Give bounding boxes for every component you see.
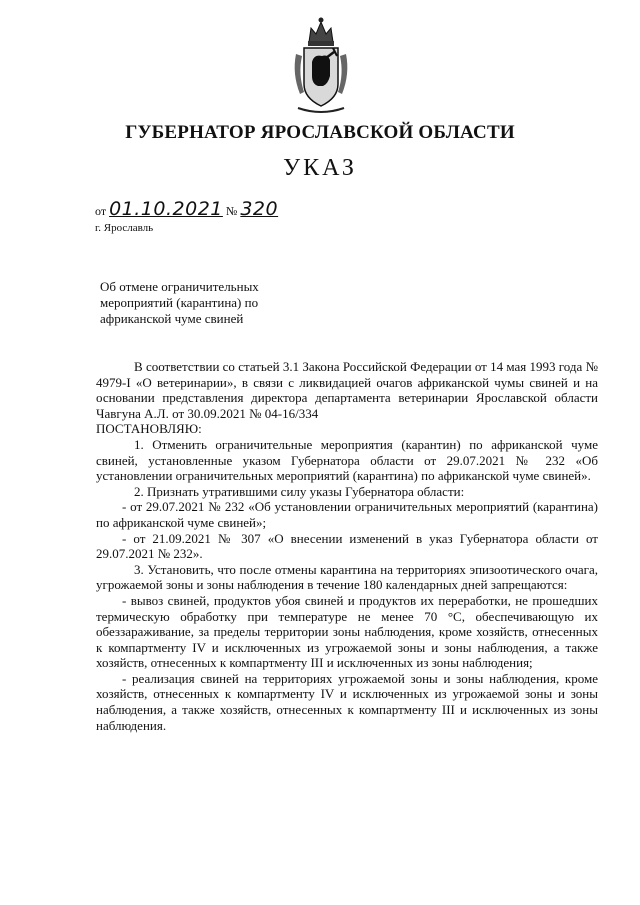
item-2: 2. Признать утратившими силу указы Губернатора области: [134,483,465,499]
preamble-paragraph: В соответствии со статьей 3.1 Закона Российской Федерации от 14 мая 1993 года № 4979-I «О ветеринарии», в связи с ликвидацией очагов африканской чумы свиней и на основании представления директора департамента ветеринарии Ярославской области Чавгуна А.Л. от 30.09.2021 № 04-16/334 [96,359,598,421]
number-label: № [225,204,238,218]
document-type-title: УКАЗ [283,155,357,181]
from-label: от [95,204,107,218]
decree-subject: Об отмене ограничительных мероприятий (карантина) по африканской чуме свиней [100,279,259,326]
item-2-dash-1: - от 29.07.2021 № 232 «Об установлении ограничительных мероприятий (карантина) по африканской чуме свиней»; [96,499,598,530]
coat-of-arms-emblem [290,14,352,118]
handwritten-number: 320 [240,198,279,220]
decree-body [96,359,598,733]
item-2-dash-2: - от 21.09.2021 № 307 «О внесении изменений в указ Губернатора области от 29.07.2021 № 232». [96,530,598,562]
city-label: г. Ярославль [95,222,154,234]
item-3-dash-2: - реализация свиней на территориях угрожаемой зоны и зоны наблюдения, кроме хозяйств, отнесенных к компартменту IV и исключенных из угрожаемой зоны и зоны наблюдения, а также хозяйств, отнесенных к компартменту III и исключенных из зоны наблюдения. [96,670,598,733]
item-3: 3. Установить, что после отмены карантина на территориях эпизоотического очага, угрожаемой зоны и зоны наблюдения в течение 180 календарных дней запрещаются: [96,561,598,593]
date-number-line [95,198,278,220]
handwritten-date: 01.10.2021 [109,198,223,220]
authority-title: ГУБЕРНАТОР ЯРОСЛАВСКОЙ ОБЛАСТИ [125,122,515,143]
item-3-dash-1: - вывоз свиней, продуктов убоя свиней и продуктов их переработки, не прошедших термическую обработку при температуре не менее 70 °С, обеспечивающую их обеззараживание, за пределы территории зоны наблюдения, кроме хозяйств, отнесенных к компартменту IV и исключенных из угрожаемой зоны и зоны наблюдения, а также хозяйств, отнесенных к компартменту III и исключенных из зоны наблюдения; [96,592,598,671]
item-1: 1. Отменить ограничительные мероприятия (карантин) по африканской чуме свиней, установленные указом Губернатора области от 29.07.2021 № 232 «Об установлении ограничительных мероприятий (карантина) по африканской чуме свиней». [96,436,598,484]
decree-word: ПОСТАНОВЛЯЮ: [96,421,202,437]
